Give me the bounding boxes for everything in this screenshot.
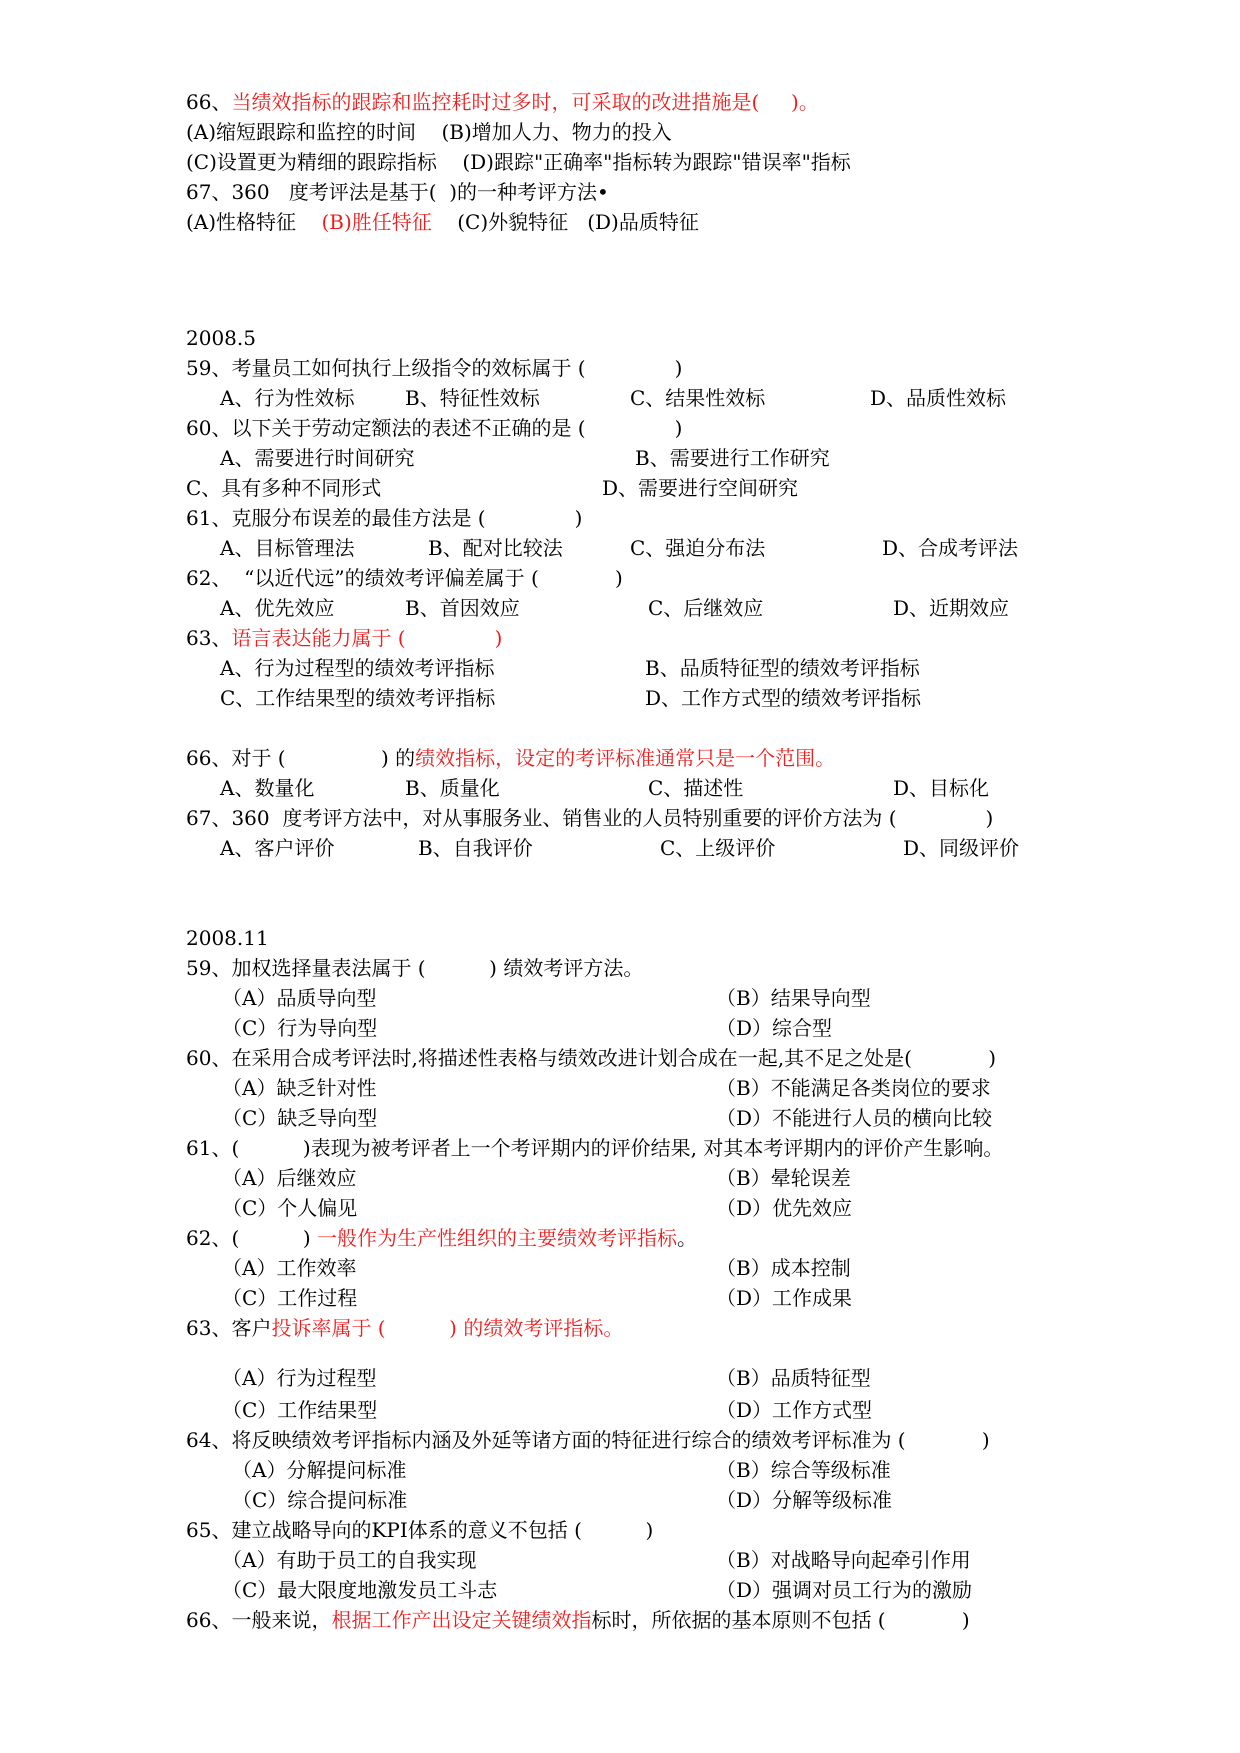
question-66-a: 66、当绩效指标的跟踪和监控耗时过多时，可采取的改进措施是( )。: [186, 90, 819, 114]
question-61-b: 61、克服分布误差的最佳方法是 ( ): [186, 506, 583, 530]
option-a: （A）缺乏针对性: [222, 1076, 377, 1100]
option-d: （D）强调对员工行为的激励: [716, 1578, 973, 1602]
option-c: C、结果性效标: [630, 386, 766, 410]
option-d: （D）工作方式型: [716, 1398, 873, 1422]
question-59-b: 59、考量员工如何执行上级指令的效标属于 ( ): [186, 356, 683, 380]
question-64-c: 64、将反映绩效考评指标内涵及外延等诸方面的特征进行综合的绩效考评标准为 ( ): [186, 1428, 990, 1452]
option-a: （A）行为过程型: [222, 1366, 377, 1390]
option-a: A、行为性效标: [220, 386, 355, 410]
option-b: （B）不能满足各类岗位的要求: [716, 1076, 991, 1100]
option-d: （D）工作成果: [716, 1286, 853, 1310]
option-a: （A）品质导向型: [222, 986, 377, 1010]
question-61-c: 61、( )表现为被考评者上一个考评期内的评价结果, 对其本考评期内的评价产生影响。: [186, 1136, 1004, 1160]
question-67-a: 67、360 度考评法是基于( )的一种考评方法•: [186, 180, 609, 204]
option-c: C、上级评价: [660, 836, 776, 860]
question-63-c: 63、客户投诉率属于 ( ) 的绩效考评指标。: [186, 1316, 624, 1340]
option-c: （C）工作结果型: [222, 1398, 378, 1422]
option-b: B、配对比较法: [428, 536, 563, 560]
question-66-a-options-2: (C)设置更为精细的跟踪指标 (D)跟踪"正确率"指标转为跟踪"错误率"指标: [186, 150, 851, 174]
question-66-c: 66、一般来说，根据工作产出设定关键绩效指标时，所依据的基本原则不包括 ( ): [186, 1608, 970, 1632]
option-d: （D）不能进行人员的横向比较: [716, 1106, 993, 1130]
option-b: （B）综合等级标准: [716, 1458, 891, 1482]
option-d: D、同级评价: [903, 836, 1020, 860]
option-a: A、需要进行时间研究: [220, 446, 415, 470]
option-c: （C）综合提问标准: [232, 1488, 408, 1512]
option-c: C、描述性: [648, 776, 744, 800]
question-60-c: 60、在采用合成考评法时,将描述性表格与绩效改进计划合成在一起,其不足之处是( ): [186, 1046, 997, 1070]
option-c: C、强迫分布法: [630, 536, 766, 560]
question-67-a-options: (A)性格特征 (B)胜任特征 (C)外貌特征 (D)品质特征: [186, 210, 699, 234]
question-65-c: 65、建立战略导向的KPI体系的意义不包括 ( ): [186, 1518, 654, 1542]
question-66-a-options-1: (A)缩短跟踪和监控的时间 (B)增加人力、物力的投入: [186, 120, 672, 144]
option-c: （C）行为导向型: [222, 1016, 378, 1040]
option-a: （A）分解提问标准: [232, 1458, 407, 1482]
section-year-2008-5: 2008.5: [186, 326, 256, 350]
option-b: B、品质特征型的绩效考评指标: [645, 656, 920, 680]
option-d: （D）优先效应: [716, 1196, 853, 1220]
option-b: （B）对战略导向起牵引作用: [716, 1548, 971, 1572]
option-d: （D）综合型: [716, 1016, 833, 1040]
option-d: D、近期效应: [893, 596, 1010, 620]
question-62-b: 62、 “以近代远”的绩效考评偏差属于 ( ): [186, 566, 623, 590]
option-c: （C）工作过程: [222, 1286, 358, 1310]
question-67-b: 67、360 度考评方法中，对从事服务业、销售业的人员特别重要的评价方法为 ( ): [186, 806, 994, 830]
option-a: （A）有助于员工的自我实现: [222, 1548, 477, 1572]
section-year-2008-11: 2008.11: [186, 926, 269, 950]
question-63-b: 63、语言表达能力属于 ( ): [186, 626, 503, 650]
question-62-c: 62、( ) 一般作为生产性组织的主要绩效考评指标。: [186, 1226, 697, 1250]
option-d: D、工作方式型的绩效考评指标: [645, 686, 922, 710]
option-b: （B）结果导向型: [716, 986, 871, 1010]
option-a: （A）工作效率: [222, 1256, 357, 1280]
question-59-c: 59、加权选择量表法属于 ( ) 绩效考评方法。: [186, 956, 644, 980]
option-c: （C）缺乏导向型: [222, 1106, 378, 1130]
option-c: （C）最大限度地激发员工斗志: [222, 1578, 498, 1602]
option-d: （D）分解等级标准: [716, 1488, 893, 1512]
option-d: D、合成考评法: [882, 536, 1019, 560]
option-a: A、行为过程型的绩效考评指标: [220, 656, 495, 680]
option-b: B、特征性效标: [405, 386, 540, 410]
option-a: A、优先效应: [220, 596, 335, 620]
option-a: A、客户评价: [220, 836, 335, 860]
option-c: C、后继效应: [648, 596, 764, 620]
option-d: D、品质性效标: [870, 386, 1007, 410]
option-a: A、目标管理法: [220, 536, 355, 560]
option-d: D、需要进行空间研究: [602, 476, 799, 500]
question-66-b: 66、对于 ( ) 的绩效指标，设定的考评标准通常只是一个范围。: [186, 746, 836, 770]
option-b: （B）晕轮误差: [716, 1166, 851, 1190]
option-a: A、数量化: [220, 776, 315, 800]
question-60-b: 60、以下关于劳动定额法的表述不正确的是 ( ): [186, 416, 683, 440]
option-c: C、具有多种不同形式: [186, 476, 382, 500]
option-b: B、需要进行工作研究: [635, 446, 830, 470]
option-b: B、自我评价: [418, 836, 533, 860]
option-c: （C）个人偏见: [222, 1196, 358, 1220]
option-c: C、工作结果型的绩效考评指标: [220, 686, 496, 710]
option-b: （B）品质特征型: [716, 1366, 871, 1390]
option-b: （B）成本控制: [716, 1256, 851, 1280]
option-d: D、目标化: [893, 776, 990, 800]
option-b: B、质量化: [405, 776, 500, 800]
option-a: （A）后继效应: [222, 1166, 357, 1190]
option-b: B、首因效应: [405, 596, 520, 620]
